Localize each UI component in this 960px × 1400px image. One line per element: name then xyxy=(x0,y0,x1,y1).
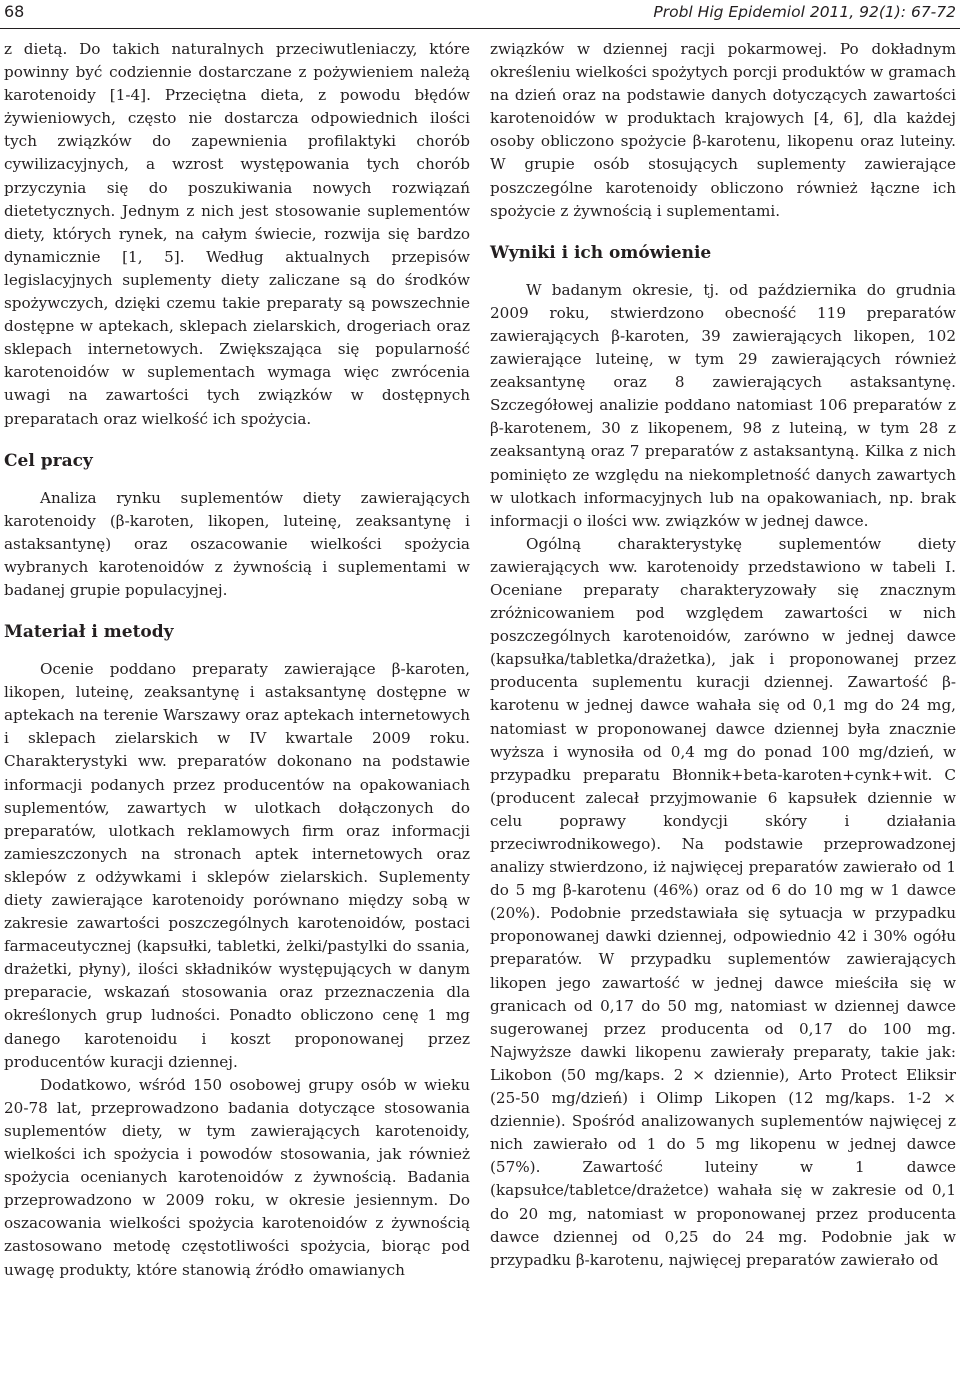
section-heading-methods: Materiał i metody xyxy=(4,622,174,643)
aim-paragraph: Analiza rynku suplementów diety zawierających karotenoidy (β-karoten, likopen, luteinę, zeaksantynę i astaksantynę) oraz oszacowanie wielkości spożycia wybranych karotenoidów z żywnością i suplementami w badanej grupie populacyjnej. xyxy=(4,488,470,599)
page-header xyxy=(0,0,960,30)
section-heading-results: Wyniki i ich omówienie xyxy=(490,242,712,263)
left-column xyxy=(4,38,470,1282)
right-column xyxy=(490,38,956,1272)
header-divider xyxy=(0,28,960,29)
page-number: 68 xyxy=(4,2,25,21)
results-paragraph-1: W badanym okresie, tj. od października do grudnia 2009 roku, stwierdzono obecność 119 preparatów zawierających β-karoten, 39 zawierających likopen, 102 zawierające luteinę, w tym 29 zawierających również zeaksantynę oraz 8 zawierających astaksantynę. Szczegółowej analizie poddano natomiast 106 preparatów z β-karotenem, 30 z likopenem, 98 z luteiną, w tym 28 z zeaksantyną oraz 7 preparatów z astaksantyną. Kilka z nich pominięto ze względu na niekompletność danych zawartych w ulotkach informacyjnych lub na opakowaniach, np. brak informacji o ilości ww. związków w jednej dawce. xyxy=(490,280,956,530)
intro-paragraph: z dietą. Do takich naturalnych przeciwutleniaczy, które powinny być codziennie dostarczane z pożywieniem należą karotenoidy [1-4]. Przeciętna dieta, z powodu błędów żywieniowych, często nie dostarcza odpowiednich ilości tych związków do zapewnienia profilaktyki chorób cywilizacyjnych, a wzrost występowania tych chorób przyczynia się do poszukiwania nowych rozwiązań dietetycznych. Jednym z nich jest stosowanie suplementów diety, których rynek, na całym świecie, rozwija się bardzo dynamicznie [1, 5]. Według aktualnych przepisów legislacyjnych suplementy diety zaliczane są do środków spożywczych, dzięki czemu takie preparaty są powszechnie dostępne w aptekach, sklepach zielarskich, drogeriach oraz sklepach internetowych. Zwiększająca się popularność karotenoidów w suplementach wymaga więc zwrócenia uwagi na zawartości tych związków w dostępnych preparatach oraz wielkość ich spożycia. xyxy=(4,40,470,428)
journal-reference: Probl Hig Epidemiol 2011, 92(1): 67-72 xyxy=(653,3,956,21)
methods-paragraph-2: Dodatkowo, wśród 150 osobowej grupy osób w wieku 20-78 lat, przeprowadzono badania dotyczące stosowania suplementów diety, w tym zawierających karotenoidy, wielkości ich spożycia i powodów stosowania, jak również spożycia ocenianych karotenoidów z żywnością. Badania przeprowadzono w 2009 roku, w okresie jesiennym. Do oszacowania wielkości spożycia karotenoidów z żywnością zastosowano metodę częstotliwości spożycia, biorąc pod uwagę produkty, które stanowią źródło omawianych xyxy=(4,1075,470,1279)
methods-paragraph-1: Ocenie poddano preparaty zawierające β-karoten, likopen, luteinę, zeaksantynę i astaksantynę dostępne w aptekach na terenie Warszawy oraz aptekach internetowych i sklepach zielarskich w IV kwartale 2009 roku. Charakterystyki ww. preparatów dokonano na podstawie informacji podanych przez producentów na opakowaniach suplementów, zawartych w ulotkach dołączonych do preparatów, ulotkach reklamowych firm oraz informacji zamieszczonych na stronach aptek internetowych oraz sklepów z odżywkami i sklepów zielarskich. Suplementy diety zawierające karotenoidy porównano między sobą w zakresie zawartości poszczególnych karotenoidów, postaci farmaceutycznej (kapsułki, tabletki, żelki/pastylki do ssania, drażetki, płyny), ilości składników występujących w danym preparacie, wskazań stosowania oraz przeznaczenia dla określonych grup ludności. Ponadto obliczono cenę 1 mg danego karotenoidu i koszt proponowanej przez producentów kuracji dziennej. xyxy=(4,660,470,1071)
methods-continuation-paragraph: związków w dziennej racji pokarmowej. Po dokładnym określeniu wielkości spożytych porcji produktów w gramach na dzień oraz na podstawie danych dotyczących zawartości karotenoidów w produktach krajowych [4, 6], dla każdej osoby obliczono spożycie β-karotenu, likopenu oraz luteiny. W grupie osób stosujących suplementy zawierające poszczególne karotenoidy obliczono również łączne ich spożycie z żywnością i suplementami. xyxy=(490,40,956,220)
section-heading-aim: Cel pracy xyxy=(4,450,93,471)
results-paragraph-2: Ogólną charakterystykę suplementów diety zawierających ww. karotenoidy przedstawiono w tabeli I. Oceniane preparaty charakteryzowały się znacznym zróżnicowaniem pod względem zawartości w nich poszczególnych karotenoidów, zarówno w jednej dawce (kapsułka/tabletka/drażetka), jak i proponowanej przez producenta suplementu kuracji dziennej. Zawartość β-karotenu w jednej dawce wahała się od 0,1 mg do 24 mg, natomiast w proponowanej dawce dziennej była znacznie wyższa i wynosiła od 0,4 mg do ponad 100 mg/dzień, w przypadku preparatu Błonnik+beta-karoten+cynk+wit. C (producent zalecał przyjmowanie 6 kapsułek dziennie w celu poprawy kondycji skóry i działania przeciwrodnikowego). Na podstawie przeprowadzonej analizy stwierdzono, iż najwięcej preparatów zawierało od 1 do 5 mg β-karotenu (46%) oraz od 6 do 10 mg w 1 dawce (20%). Podobnie przedstawiała się sytuacja w przypadku proponowanej dawki dziennej, odpowiednio 42 i 30% ogółu preparatów. W przypadku suplementów zawierających likopen jego zawartość w jednej dawce mieściła się w granicach od 0,17 do 50 mg, natomiast w dziennej dawce sugerowanej przez producenta od 0,17 do 100 mg. Najwyższe dawki likopenu zawierały preparaty, takie jak: Likobon (50 mg/kaps. 2 × dziennie), Arto Protect Eliksir (25-50 mg/dzień) i Olimp Likopen (12 mg/kaps. 1-2 × dziennie). Spośród analizowanych suplementów najwięcej z nich zawierało od 1 do 5 mg likopenu w jednej dawce (57%). Zawartość luteiny w 1 dawce (kapsułce/tabletce/drażetce) wahała się w zakresie od 0,1 do 20 mg, natomiast w proponowanej przez producenta dawce dziennej od 0,25 do 24 mg. Podobnie jak w przypadku β-karotenu, najwięcej preparatów zawierało od xyxy=(490,534,956,1269)
